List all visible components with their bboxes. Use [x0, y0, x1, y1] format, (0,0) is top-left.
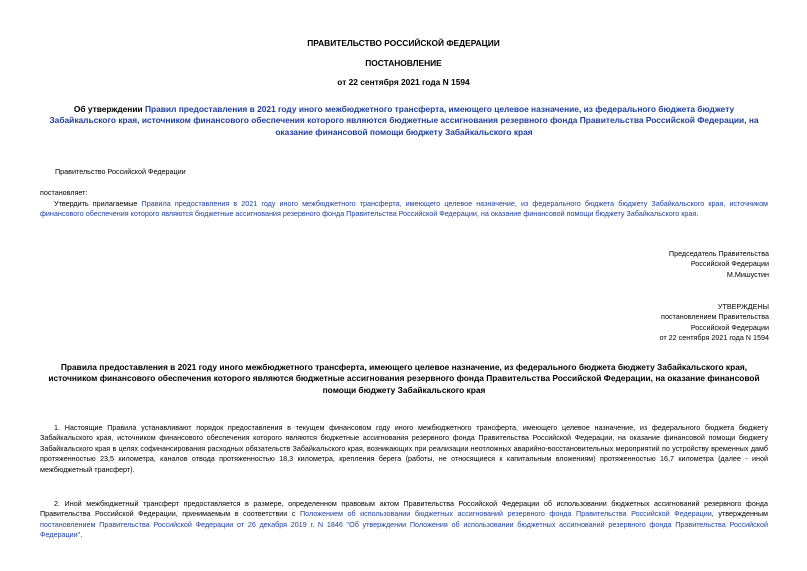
approval-stamp-block: [660, 302, 769, 344]
resolves-line: постановляет:: [40, 188, 88, 197]
approved-date: от 22 сентября 2021 года N 1594: [659, 333, 769, 343]
approve-suffix: .: [696, 208, 699, 218]
document-title: [40, 104, 768, 138]
paragraph2-text3: .: [80, 530, 83, 540]
approve-paragraph: [40, 199, 768, 218]
approve-prefix: Утвердить прилагаемые: [54, 199, 142, 208]
approve-rules-link[interactable]: Правила предоставления в 2021 году иного межбюджетного трансферта, имеющего целевое назначение, из федерального бюджета бюджету Забайкальского края, источником финансового обеспечения которого являются бюджетные ассигнования резервного фонда Правительства Российской Федерации, на оказание финансовой помощи бюджету Забайкальского края: [40, 199, 769, 218]
signature-block: [669, 249, 769, 280]
approved-label: УТВЕРЖДЕНЫ: [717, 302, 769, 311]
title-prefix: Об утверждении: [73, 104, 145, 114]
rules-paragraph-2: [40, 499, 768, 541]
approved-by: постановлением Правительства: [661, 312, 769, 322]
resolution-1846-link[interactable]: постановлением Правительства Российской Федерации от 26 декабря 2019 г. N 1846 "Об утверждении Положения об использовании бюджетных ассигнований резервного фонда Правительства Российской Федерации": [40, 519, 768, 540]
signature-position: Председатель Правительства: [668, 249, 769, 258]
paragraph2-text2: , утвержденным: [711, 509, 768, 519]
signature-org: Российской Федерации: [690, 259, 769, 269]
rules-paragraph-1: 1. Настоящие Правила устанавливают порядок предоставления в текущем финансовом году иного межбюджетного трансферта, имеющего целевое назначение, из федерального бюджета бюджету Забайкальского края, источником финансового обеспечения которого являются бюджетные ассигнования резервного фонда Правительства Российской Федерации, на оказание финансовой помощи бюджету Забайкальского края в целях софинансирования расходных обязательств Забайкальского края, возникающих при реализации неотложных аварийно-восстановительных мероприятий по устройству временных дамб протяженностью 23,5 километра, каналов отвода протяженностью 18,3 километра, крепления берега (работы, не относящиеся к капитальным вложениям) протяженностью 16,7 километра (далее - иной межбюджетный трансферт).: [40, 423, 768, 474]
rules-title: Правила предоставления в 2021 году иного межбюджетного трансферта, имеющего целевое назначение, из федерального бюджета бюджету Забайкальского края, источником финансового обеспечения которого являются бюджетные ассигнования резервного фонда Правительства Российской Федерации, на оказание финансовой помощи бюджету Забайкальского края: [48, 362, 760, 395]
reserve-fund-regulation-link[interactable]: Положением об использовании бюджетных ассигнований резервного фонда Правительства Российской Федерации: [299, 509, 712, 519]
title-rules-link[interactable]: Правил предоставления в 2021 году иного межбюджетного трансферта, имеющего целевое назначение, из федерального бюджета бюджету Забайкальского края, источником финансового обеспечения которого являются бюджетные ассигнования резервного фонда Правительства Российской Федерации, на оказание финансовой помощи бюджету Забайкальского края: [49, 104, 759, 137]
approved-org: Российской Федерации: [690, 322, 769, 332]
document-date-heading: от 22 сентября 2021 года N 1594: [337, 77, 470, 87]
government-line: Правительство Российской Федерации: [55, 167, 186, 176]
paragraph2-text1: 2. Иной межбюджетный трансферт предоставляется в размере, определенном правовым актом Правительства Российской Федерации об использовании бюджетных ассигнований резервного фонда Правительства Российской Федерации, принимаемым в соответствии с: [40, 499, 768, 519]
document-type-heading: ПОСТАНОВЛЕНИЕ: [365, 58, 442, 68]
signature-name: М.Мишустин: [726, 269, 769, 279]
issuer-heading: ПРАВИТЕЛЬСТВО РОССИЙСКОЙ ФЕДЕРАЦИИ: [307, 38, 500, 48]
